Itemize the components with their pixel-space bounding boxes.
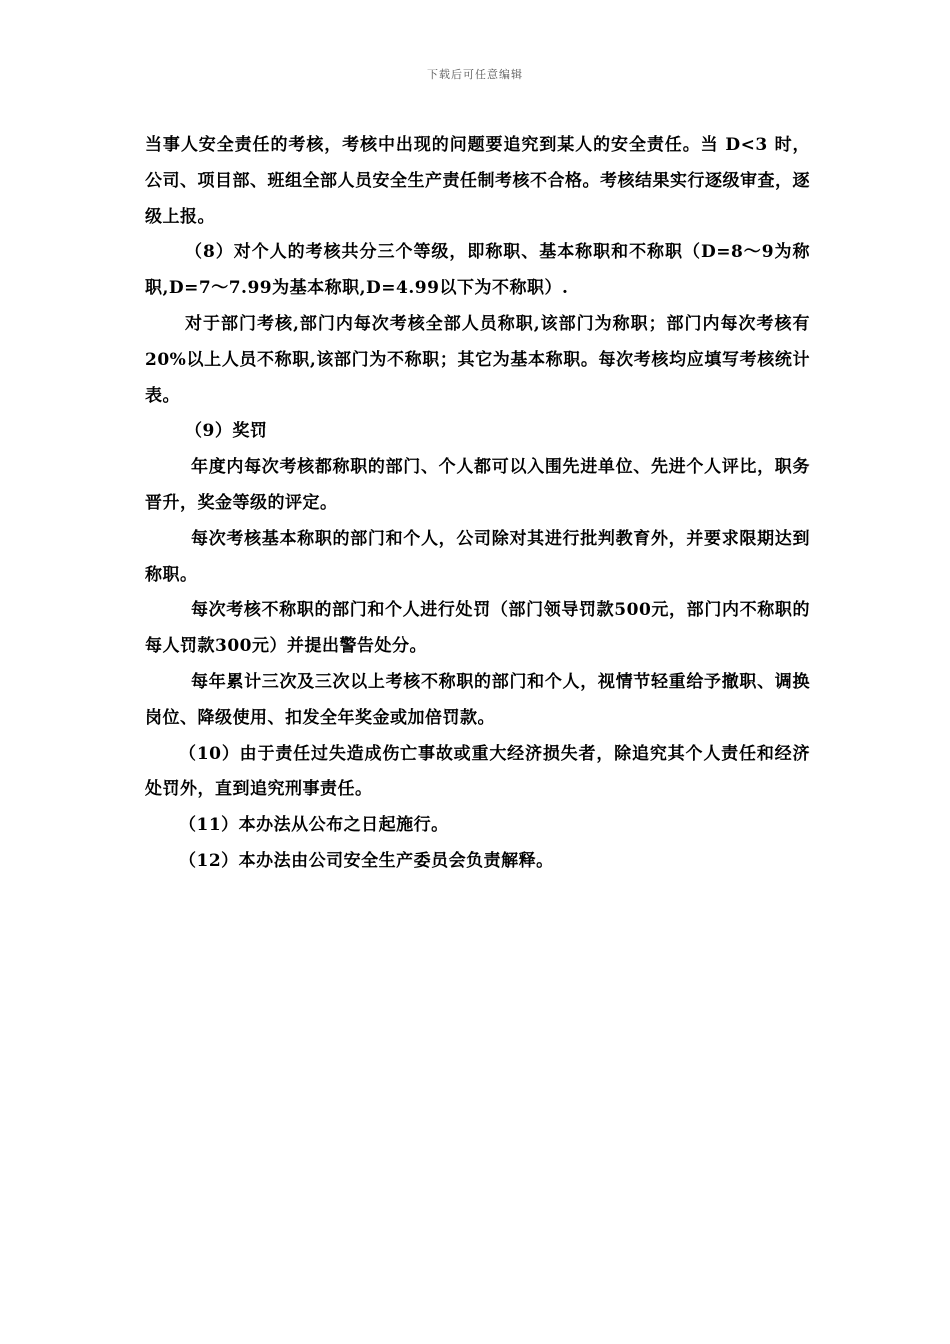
paragraph-item-11: （11）本办法从公布之日起施行。 <box>179 815 449 836</box>
paragraph-basic-competent: 每次考核基本称职的部门和个人，公司除对其进行批判教育外，并要求限期达到称职。 <box>145 528 810 585</box>
paragraph-incompetent-penalty: 每次考核不称职的部门和个人进行处罚（部门领导罚款500元，部门内不称职的每人罚款300元）并提出警告处分。 <box>145 600 810 657</box>
paragraph-item-8: （8）对个人的考核共分三个等级，即称职、基本称职和不称职（D=8～9为称职,D=7～7.99为基本称职,D=4.99以下为不称职）. <box>145 242 810 299</box>
paragraph-reward: 年度内每次考核都称职的部门、个人都可以入围先进单位、先进个人评比，职务晋升，奖金等级的评定。 <box>145 457 810 513</box>
document-body <box>145 128 810 880</box>
paragraph-cumulative-penalty: 每年累计三次及三次以上考核不称职的部门和个人，视情节轻重给予撤职、调换岗位、降级使用、扣发全年奖金或加倍罚款。 <box>145 671 810 728</box>
page-header: 下载后可任意编辑 <box>427 68 523 81</box>
paragraph-item-9-heading: （9）奖罚 <box>185 421 268 442</box>
paragraph-department-assessment: 对于部门考核,部门内每次考核全部人员称职,该部门为称职；部门内每次考核有20%以上人员不称职,该部门为不称职；其它为基本称职。每次考核均应填写考核统计表。 <box>145 313 810 406</box>
paragraph-assessment-continuation: 当事人安全责任的考核，考核中出现的问题要追究到某人的安全责任。当 D<3 时，公司、项目部、班组全部人员安全生产责任制考核不合格。考核结果实行逐级审查，逐级上报。 <box>145 135 810 227</box>
paragraph-item-10: （10）由于责任过失造成伤亡事故或重大经济损失者，除追究其个人责任和经济处罚外，直到追究刑事责任。 <box>145 743 810 800</box>
paragraph-item-12: （12）本办法由公司安全生产委员会负责解释。 <box>179 850 554 871</box>
